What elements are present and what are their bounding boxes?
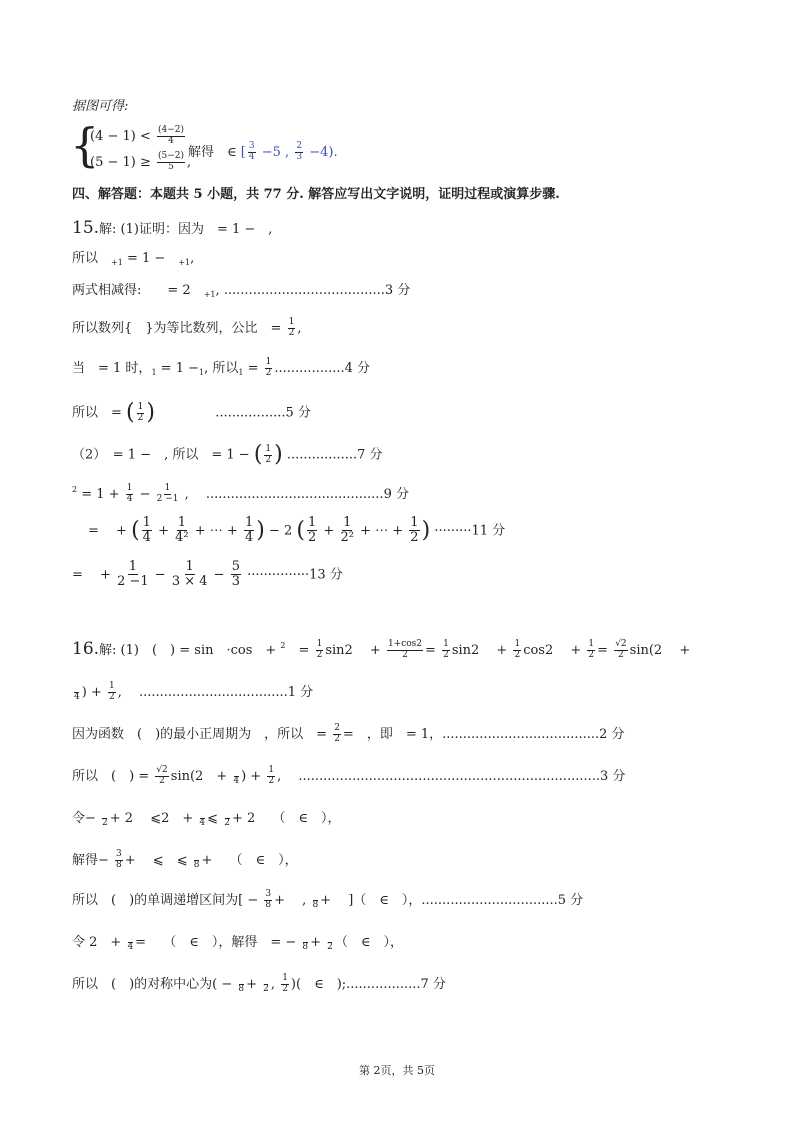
q15-line-3: 两式相减得: = 2 $_{+1}$, .......................................3 分 — [72, 283, 411, 299]
system-solution: 解得 ∈ [ $\frac{3}{4}$ −5 , $\frac{2}{3}$ −4). — [188, 141, 338, 162]
q15-line-6: 所以 = ( $\frac{1}{2}$ ) .................5 分 — [72, 400, 311, 425]
q16-line-7: 所以 ( )的单调递增区间为[ − $\frac{3}{8}$ + , 8 + ]（ ∈ ），.................................5 分 — [72, 889, 584, 910]
q16-line-5: 令− 2 + 2 ⩽2 + 4 ⩽ 2 + 2 （ ∈ ）， — [72, 808, 341, 829]
intro-text: 据图可得: — [72, 99, 129, 114]
section-4-heading: 四、解答题：本题共 5 小题，共 77 分. 解答应写出文字说明，证明过程或演算步骤. — [72, 187, 560, 202]
q15-line-10: = + $\frac{1}{2 -1}$ − $\frac{1}{3 \times 4}$ − $\frac{5}{3}$ ···············13 分 — [72, 559, 343, 590]
q15-line-8: $^2$ = 1 + $\frac{1}{4}$ − $\frac{1}{2 -1}$ , ...........................................9 分 — [72, 483, 409, 504]
system-line-2: (5 − 1) ≥ $\frac{(5-2)}{5}$ , — [90, 151, 192, 172]
q16-number: 16. — [72, 638, 100, 659]
q15-line-7: （2） = 1 − , 所以 = 1 − ( $\frac{1}{2}$ ) .................7 分 — [72, 442, 383, 467]
q15-line-2: 所以 $_{+1}$ = 1 − $_{+1}$, — [72, 251, 195, 267]
q16-line-6: 解得− $\frac{3}{8}$ + ⩽ ⩽ 8 + （ ∈ ）， — [72, 849, 298, 870]
q16-line-9: 所以 ( )的对称中心为( − 8 + 2 , $\frac{1}{2}$ )( ∈ );..................7 分 — [72, 973, 446, 994]
q15-line-1: 15.解: (1)证明：因为 = 1 − , — [72, 218, 273, 238]
q15-line-5: 当 = 1 时，$_1 = 1 -_1$, 所以$_1$ = $\frac{1}{2}$ .................4 分 — [72, 357, 371, 378]
q16-line-1: 16.解: (1) ( ) = sin ·cos + $^2$ = $\frac{1}{2}$ sin2 + $\frac{1+\cos 2}{2}$ = $\frac{1}{2}$ sin2 + $\frac{1}{2}$ cos2 + $\frac{1}{2}$ = $\frac{√2}{2}$ sin(2 + — [72, 638, 691, 660]
q16-line-3: 因为函数 ( )的最小正周期为 ，所以 = $\frac{2}{2}$ = ，即 = 1，......................................2 分 — [72, 723, 625, 744]
q15-line-9: = + ( $\frac{1}{4}$ + $\frac{1}{\text{4²}}$ + ⋯ + $\frac{1}{4}$ ) − 2 ( $\frac{1}{2}$ + $\frac{1}{\text{2²}}$ + ⋯ + $\frac{1}{2}$ ) ·········11 分 — [88, 515, 506, 546]
q16-line-8: 令 2 + 4 = （ ∈ ），解得 = − 8 + 2 （ ∈ ）， — [72, 932, 403, 953]
q16-line-2: 4 ) + $\frac{1}{2}$ , ....................................1 分 — [74, 681, 314, 702]
q16-line-4: 所以 ( ) = $\frac{√2}{2}$ sin(2 + 4 ) + $\frac{1}{2}$ , .........................................................................3 分 — [72, 765, 626, 786]
q15-number: 15. — [72, 218, 100, 238]
system-line-1: (4 − 1) < $\frac{(4-2)}{4}$ — [90, 125, 185, 146]
page-footer: 第 2页，共 5页 — [359, 1064, 435, 1077]
system-brace: { — [70, 118, 100, 172]
q15-line-4: 所以数列{ }为等比数列，公比 = $\frac{1}{2}$ , — [72, 317, 302, 338]
